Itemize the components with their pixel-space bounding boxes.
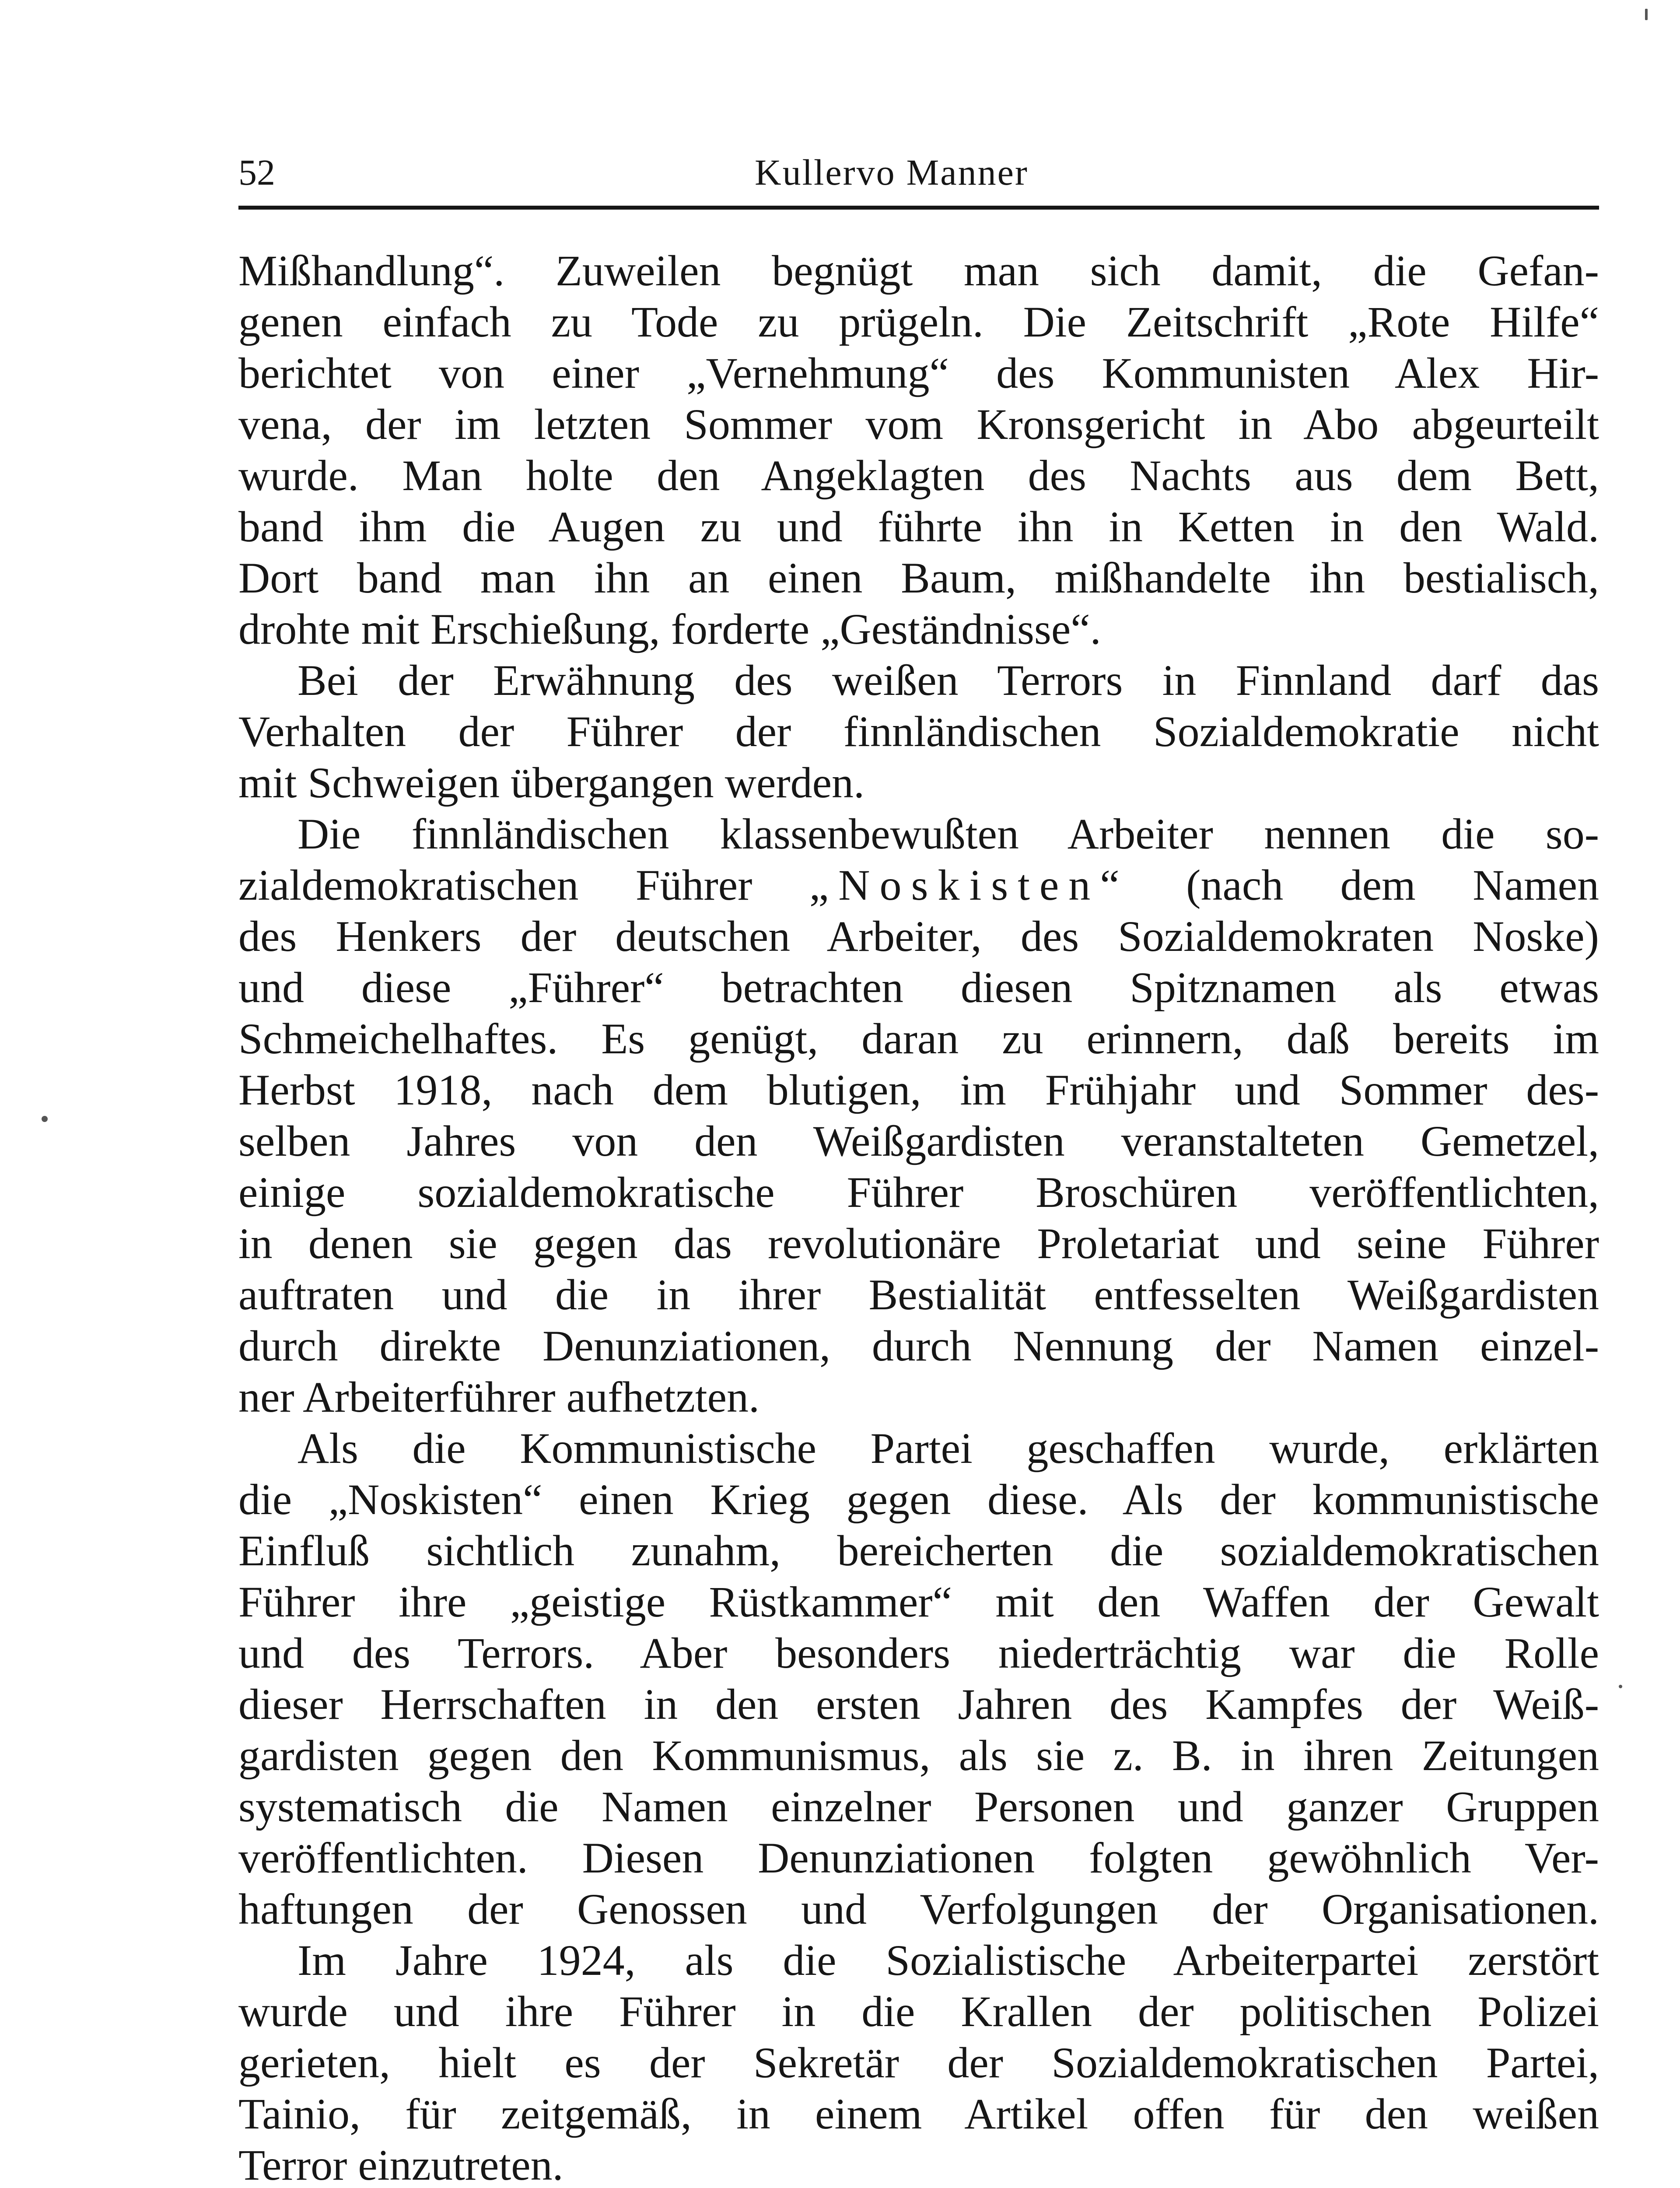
text-line: die „Noskisten“ einen Krieg gegen diese. Als der kommunistische	[238, 1475, 1599, 1524]
text-line: dieser Herrschaften in den ersten Jahren des Kampfes der Weiß-	[238, 1680, 1599, 1729]
text-line: Schmeichelhaftes. Es genügt, daran zu erinnern, daß bereits im	[238, 1014, 1599, 1063]
page-number: 52	[238, 152, 275, 193]
text-line: Als die Kommunistische Partei geschaffen wurde, erklärten	[298, 1424, 1599, 1473]
text-line: einige sozialdemokratische Führer Broschüren veröffentlichten,	[238, 1168, 1599, 1217]
text-line: Bei der Erwähnung des weißen Terrors in Finnland darf das	[298, 656, 1599, 705]
text-line: Verhalten der Führer der finnländischen Sozialdemokratie nicht	[238, 707, 1599, 756]
text-line: Mißhandlung“. Zuweilen begnügt man sich damit, die Gefan-	[238, 246, 1599, 295]
text-line: Führer ihre „geistige Rüstkammer“ mit den Waffen der Gewalt	[238, 1578, 1599, 1626]
text-line: veröffentlichten. Diesen Denunziationen folgten gewöhnlich Ver-	[238, 1834, 1599, 1882]
text-line: wurde. Man holte den Angeklagten des Nachts aus dem Bett,	[238, 451, 1599, 500]
text-line: Die finnländischen klassenbewußten Arbeiter nennen die so-	[298, 810, 1599, 858]
text-segment: (nach dem Namen	[1186, 861, 1600, 909]
body-text	[238, 245, 1599, 2188]
header-rule	[238, 206, 1599, 210]
text-line: ner Arbeiterführer aufhetzten.	[238, 1373, 760, 1421]
text-line: drohte mit Erschießung, forderte „Geständnisse“.	[238, 605, 1101, 653]
text-line-mixed	[238, 859, 1599, 911]
text-line: und des Terrors. Aber besonders niederträchtig war die Rolle	[238, 1629, 1599, 1677]
text-line: gerieten, hielt es der Sekretär der Sozialdemokratischen Partei,	[238, 2038, 1599, 2087]
text-line: durch direkte Denunziationen, durch Nennung der Namen einzel-	[238, 1322, 1599, 1370]
text-line: Im Jahre 1924, als die Sozialistische Arbeiterpartei zerstört	[298, 1936, 1599, 1985]
text-line: wurde und ihre Führer in die Krallen der politischen Polizei	[238, 1987, 1599, 2036]
text-line: selben Jahres von den Weißgardisten veranstalteten Gemetzel,	[238, 1117, 1599, 1165]
text-line: vena, der im letzten Sommer vom Kronsgericht in Abo abgeurteilt	[238, 400, 1599, 449]
text-line: Tainio, für zeitgemäß, in einem Artikel offen für den weißen	[238, 2090, 1599, 2138]
text-line: Einfluß sichtlich zunahm, bereicherten die sozialdemokratischen	[238, 1526, 1599, 1575]
text-segment: zialdemokratischen Führer	[238, 861, 752, 909]
running-head	[238, 149, 1603, 197]
scan-speck	[42, 1116, 48, 1122]
text-line: gardisten gegen den Kommunismus, als sie z. B. in ihren Zeitungen	[238, 1731, 1599, 1780]
spaced-word-noskisten: „Noskisten“	[809, 861, 1129, 909]
scan-speck	[1645, 9, 1648, 20]
text-line: Dort band man ihn an einen Baum, mißhandelte ihn bestialisch,	[238, 554, 1599, 602]
text-line: berichtet von einer „Vernehmung“ des Kommunisten Alex Hir-	[238, 349, 1599, 397]
text-line: Terror einzutreten.	[238, 2141, 564, 2188]
text-line: und diese „Führer“ betrachten diesen Spitznamen als etwas	[238, 963, 1599, 1012]
text-line: genen einfach zu Tode zu prügeln. Die Zeitschrift „Rote Hilfe“	[238, 298, 1599, 346]
text-line: Herbst 1918, nach dem blutigen, im Frühjahr und Sommer des-	[238, 1066, 1599, 1114]
text-line: in denen sie gegen das revolutionäre Proletariat und seine Führer	[238, 1219, 1599, 1268]
text-line: des Henkers der deutschen Arbeiter, des Sozialdemokraten Noske)	[238, 912, 1599, 961]
text-line: haftungen der Genossen und Verfolgungen der Organisationen.	[238, 1885, 1599, 1933]
text-line: systematisch die Namen einzelner Personen und ganzer Gruppen	[238, 1782, 1599, 1831]
running-title: Kullervo Manner	[755, 152, 1029, 193]
text-line: mit Schweigen übergangen werden.	[238, 758, 865, 807]
text-line: auftraten und die in ihrer Bestialität entfesselten Weißgardisten	[238, 1270, 1599, 1319]
scan-speck	[1619, 1685, 1622, 1688]
text-line: band ihm die Augen zu und führte ihn in Ketten in den Wald.	[238, 502, 1599, 551]
